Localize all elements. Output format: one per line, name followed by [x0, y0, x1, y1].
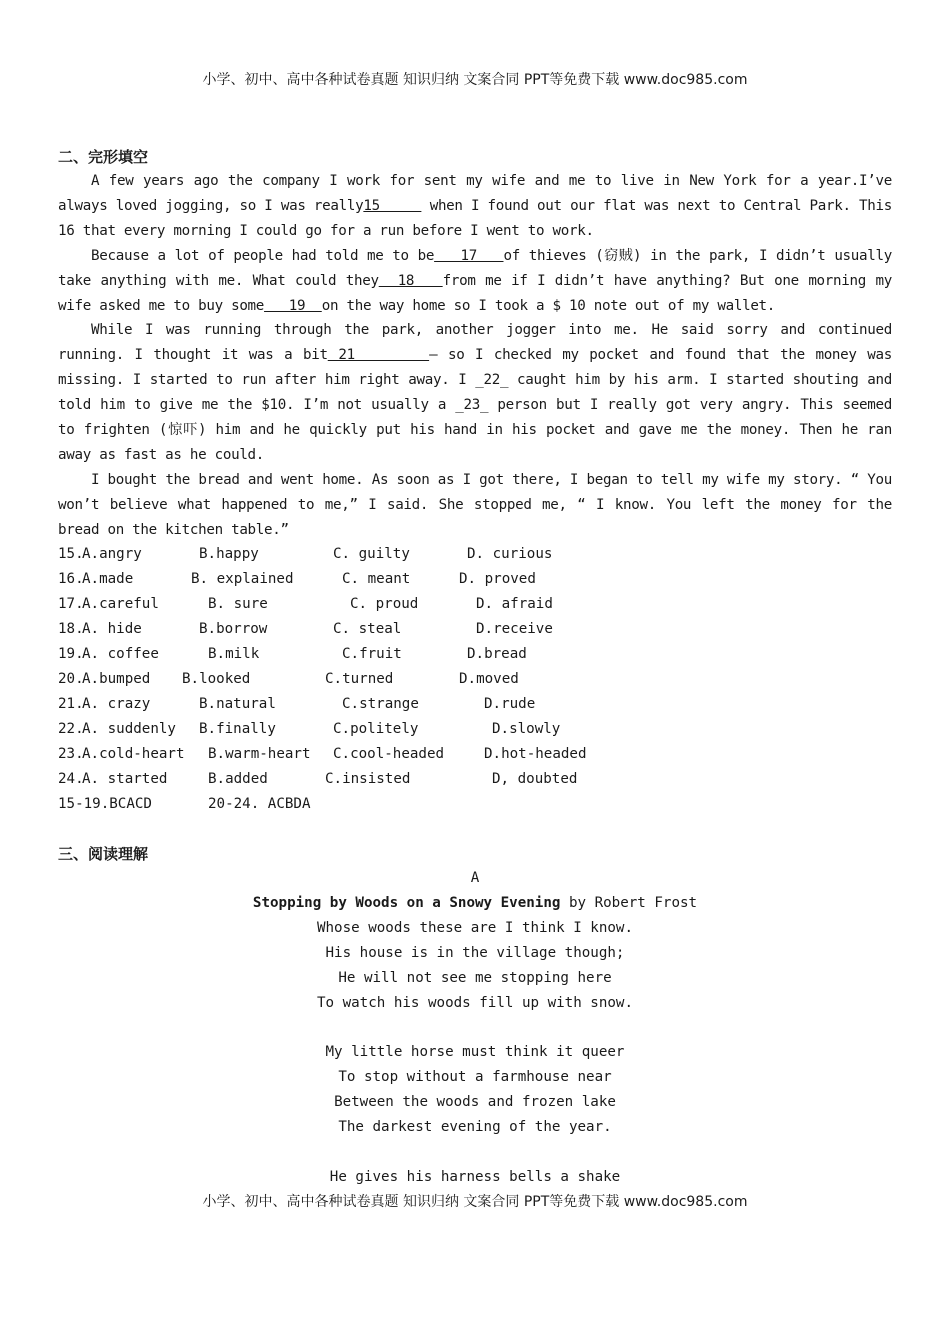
- poem-line: To watch his woods fill up with snow.: [316, 995, 634, 1011]
- poem-title: Stopping by Woods on a Snowy Evening by Robert Frost: [252, 895, 698, 911]
- option-row: 15. A.angry B.happy C. guilty D. curious: [58, 546, 553, 562]
- cloze-paragraph-3: While I was running through the park, another jogger into me. He said sorry and continued running. I thought it was a bit 21 — so I checked my pocket and found that the money was missing. I started to run after him right away. I _22_ caught him by his arm. I started shouting and told him to give me the $10. I’m not usually a _23_ person but I really got very angry. This seemed to frighten (惊吓) him and he quickly put his hand in his pocket and gave me the money. Then he ran away as fast as he could.: [58, 322, 892, 463]
- answer-key: 15-19.BCACD 20-24. ACBDA: [58, 796, 311, 812]
- section-title-reading: 三、阅读理解: [58, 845, 149, 863]
- page-header: 小学、初中、高中各种试卷真题 知识归纳 文案合同 PPT等免费下载 www.doc985.com: [202, 72, 748, 88]
- option-row: 19. A. coffee B.milk C.fruit D.bread: [58, 646, 527, 662]
- passage-label: A: [470, 870, 480, 886]
- cloze-paragraph-1: A few years ago the company I work for sent my wife and me to live in New York for a year.I’ve always loved jogging, so I was really15 when I found out our flat was next to Central Park. This 16 that every morning I could go for a run before I went to work.: [58, 173, 892, 239]
- blank-15: 15: [363, 198, 422, 214]
- poem-line: He will not see me stopping here: [338, 970, 612, 986]
- blank-18: 18: [378, 273, 443, 289]
- option-row: 17. A.careful B. sure C. proud D. afraid: [58, 596, 553, 612]
- cloze-paragraph-4: I bought the bread and went home. As soon as I got there, I began to tell my wife my story. “ You won’t believe what happened to me,” I said. She stopped me, “ I know. You left the money for the bread on the kitchen table.”: [58, 472, 892, 538]
- poem-line: The darkest evening of the year.: [338, 1119, 612, 1135]
- blank-19: 19: [264, 298, 322, 314]
- poem-line: He gives his harness bells a shake: [329, 1169, 621, 1185]
- option-row: 23. A.cold-heart B.warm-heart C.cool-headed D.hot-headed: [58, 746, 587, 762]
- section-title-cloze: 二、完形填空: [58, 148, 149, 166]
- poem-line: Between the woods and frozen lake: [334, 1094, 616, 1110]
- option-row: 16. A.made B. explained C. meant D. proved: [58, 571, 536, 587]
- cloze-paragraph-2: Because a lot of people had told me to be 17 of thieves (窃贼) in the park, I didn’t usually take anything with me. What could they 18 from me if I didn’t have anything? But one morning my wife asked me to buy some 19 on the way home so I took a $ 10 note out of my wallet.: [58, 248, 893, 314]
- page-footer: 小学、初中、高中各种试卷真题 知识归纳 文案合同 PPT等免费下载 www.doc985.com: [202, 1194, 748, 1210]
- option-row: 21. A. crazy B.natural C.strange D.rude: [58, 696, 536, 712]
- option-row: 24. A. started B.added C.insisted D, doubted: [58, 771, 578, 787]
- blank-21: 21: [327, 347, 430, 363]
- option-row: 20. A.bumped B.looked C.turned D.moved: [58, 671, 519, 687]
- poem-line: To stop without a farmhouse near: [338, 1069, 612, 1085]
- poem-line: My little horse must think it queer: [325, 1044, 625, 1060]
- option-row: 22. A. suddenly B.finally C.politely D.slowly: [58, 721, 561, 737]
- poem-line: Whose woods these are I think I know.: [316, 920, 634, 936]
- poem-line: His house is in the village though;: [325, 945, 625, 961]
- option-row: 18. A. hide B.borrow C. steal D.receive: [58, 621, 553, 637]
- blank-17: 17: [434, 248, 504, 264]
